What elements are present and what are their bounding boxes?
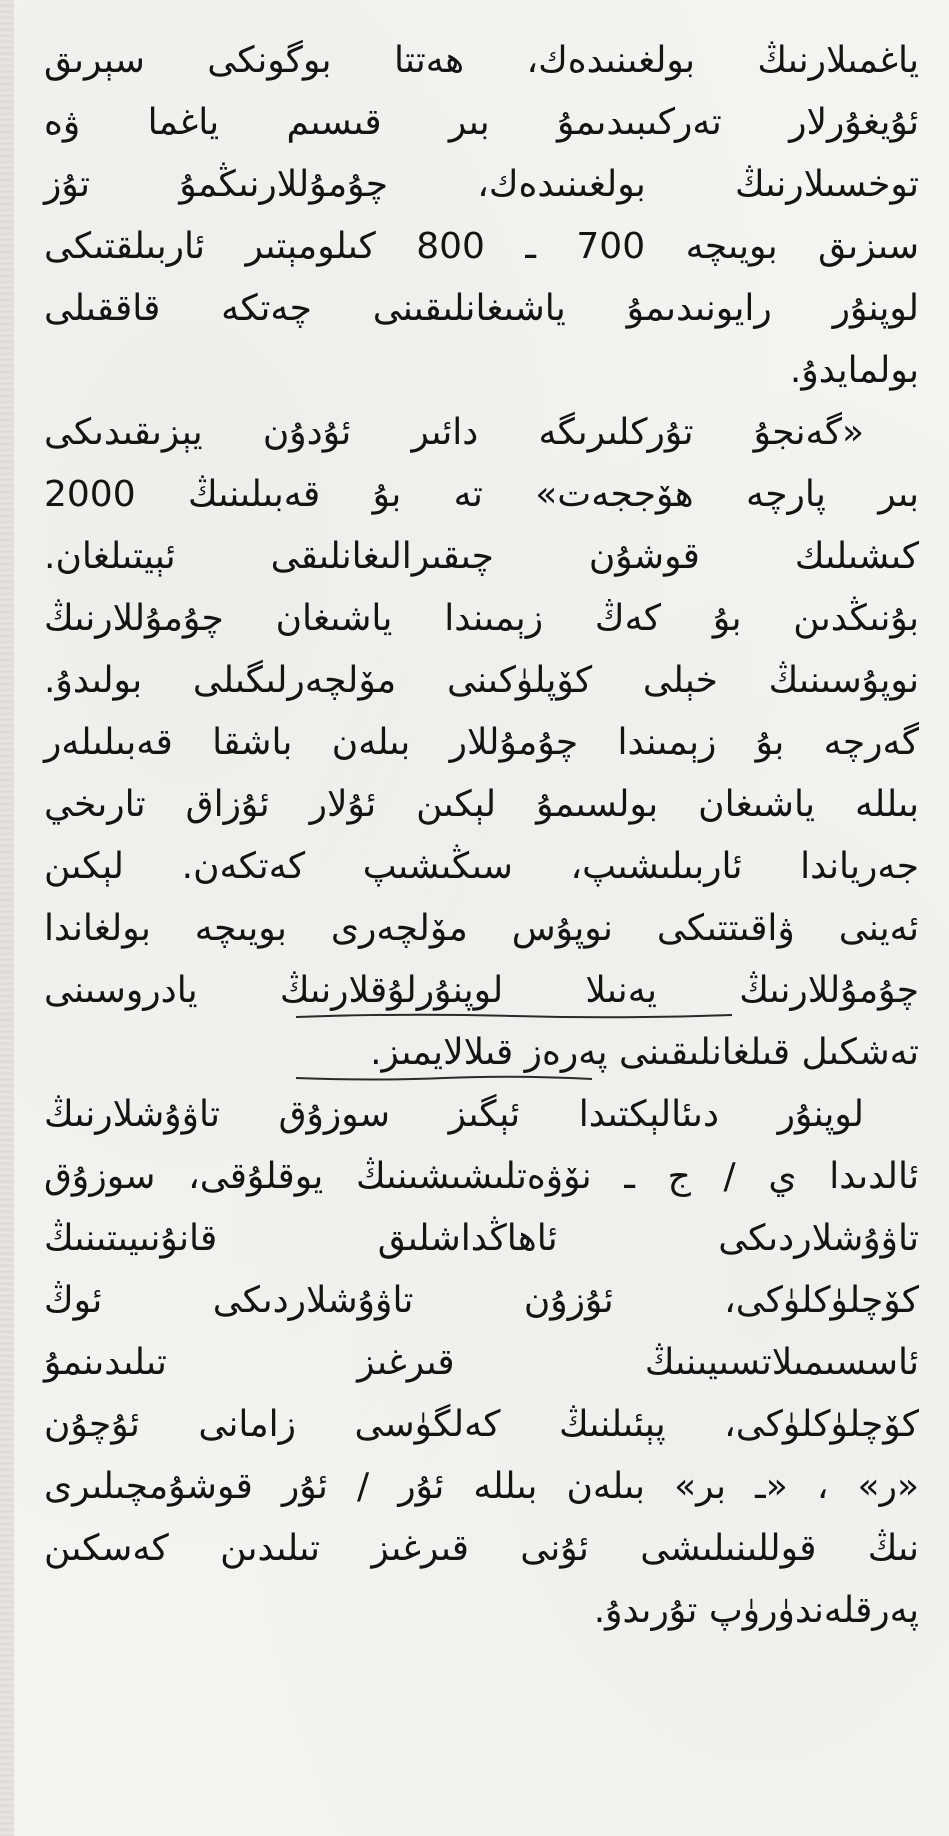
text-line: سىزىق بويىچە 700 ـ 800 كىلومېتىر ئاربىلقتىكى bbox=[44, 226, 920, 267]
text-line: ئاسسىمىلاتسىيىنىڭ قىرغىز تىلىدىنمۇ bbox=[44, 1342, 919, 1383]
page-footer-margin bbox=[0, 1806, 949, 1836]
text-line: نوپۇسىنىڭ خېلى كۆپلۈكىنى مۆلچەرلىگىلى بولىدۇ. bbox=[44, 660, 919, 701]
pen-underline-mark bbox=[294, 1074, 594, 1082]
text-line: ئۇيغۇرلار تەركىبىدىمۇ بىر قىسىم ياغما ۋە bbox=[44, 102, 919, 143]
text-line: گەرچە بۇ زېمىندا چۇمۇللار بىلەن باشقا قەبىلىلەر bbox=[44, 722, 919, 763]
paragraph-1 bbox=[44, 30, 919, 402]
page-binding-gutter bbox=[0, 0, 14, 1836]
underlined-text-line bbox=[44, 960, 919, 1022]
text-column bbox=[44, 30, 919, 1642]
text-line: جەرياندا ئاربىلىشىپ، سىڭىشىپ كەتكەن. لېكىن bbox=[44, 846, 919, 887]
text-line: ئالدىدا ي / ج ـ نۆۋەتلىشىشىنىڭ يوقلۇقى، سوزۇق bbox=[44, 1156, 919, 1197]
text-line-content: چۇمۇللارنىڭ يەنىلا لوپنۇرلۇقلارنىڭ يادروسىنى bbox=[44, 970, 919, 1011]
paragraph-3 bbox=[44, 1084, 919, 1642]
pen-underline-mark bbox=[294, 1012, 734, 1020]
text-line: كۆچلۈكلۈكى، ئۇزۇن تاۋۇشلاردىكى ئوڭ bbox=[44, 1280, 919, 1321]
text-line: تاۋۇشلاردىكى ئاھاڭداشلىق قانۇنىيىتىنىڭ bbox=[44, 1218, 919, 1259]
text-line: بولمايدۇ. bbox=[789, 350, 919, 391]
text-line: نىڭ قوللىنىلىشى ئۇنى قىرغىز تىلىدىن كەسكىن bbox=[44, 1528, 919, 1569]
text-line: لوپنۇر رايونىدىمۇ ياشىغانلىقىنى چەتكە قاققىلى bbox=[44, 288, 919, 329]
text-line-content: تەشكىل قىلغانلىقىنى پەرەز قىلالايمىز. bbox=[370, 1032, 919, 1073]
text-line: بىللە ياشىغان بولسىمۇ لېكىن ئۇلار ئۇزاق تارىخي bbox=[44, 784, 919, 825]
paragraph-2 bbox=[44, 402, 919, 1084]
text-line: بۇنىڭدىن بۇ كەڭ زېمىندا ياشىغان چۇمۇللارنىڭ bbox=[44, 598, 919, 639]
text-line: لوپنۇر دىئالېكتىدا ئېگىز سوزۇق تاۋۇشلارنىڭ bbox=[44, 1094, 864, 1135]
text-line: «گەنجۇ تۇركلىرىگە دائىر ئۇدۇن يېزىقىدىكى bbox=[44, 412, 864, 453]
text-line: كۆچلۈكلۈكى، پېئىلنىڭ كەلگۈسى زامانى ئۇچۇن bbox=[44, 1404, 919, 1445]
underlined-text-line bbox=[44, 1022, 919, 1084]
text-line: ئەينى ۋاقىتتىكى نوپۇس مۆلچەرى بويىچە بولغاندا bbox=[44, 908, 919, 949]
text-line: «ر» ، «ـ بر» بىلەن بىللە ئۇر / ئۇر قوشۇمچىلىرى bbox=[44, 1466, 919, 1507]
text-line: توخسىلارنىڭ بولغىنىدەك، چۇمۇللارنىڭمۇ تۇز bbox=[44, 164, 919, 205]
text-line: ياغمىلارنىڭ بولغىنىدەك، ھەتتا بوگونكى سېرىق bbox=[44, 40, 919, 81]
text-line: كىشىلىك قوشۇن چىقىرالىغانلىقى ئېيتىلغان. bbox=[44, 536, 919, 577]
text-line: پەرقلەندۈرۈپ تۇرىدۇ. bbox=[593, 1590, 919, 1631]
text-line: بىر پارچە ھۆججەت» تە بۇ قەبىلىنىڭ 2000 bbox=[44, 474, 919, 515]
